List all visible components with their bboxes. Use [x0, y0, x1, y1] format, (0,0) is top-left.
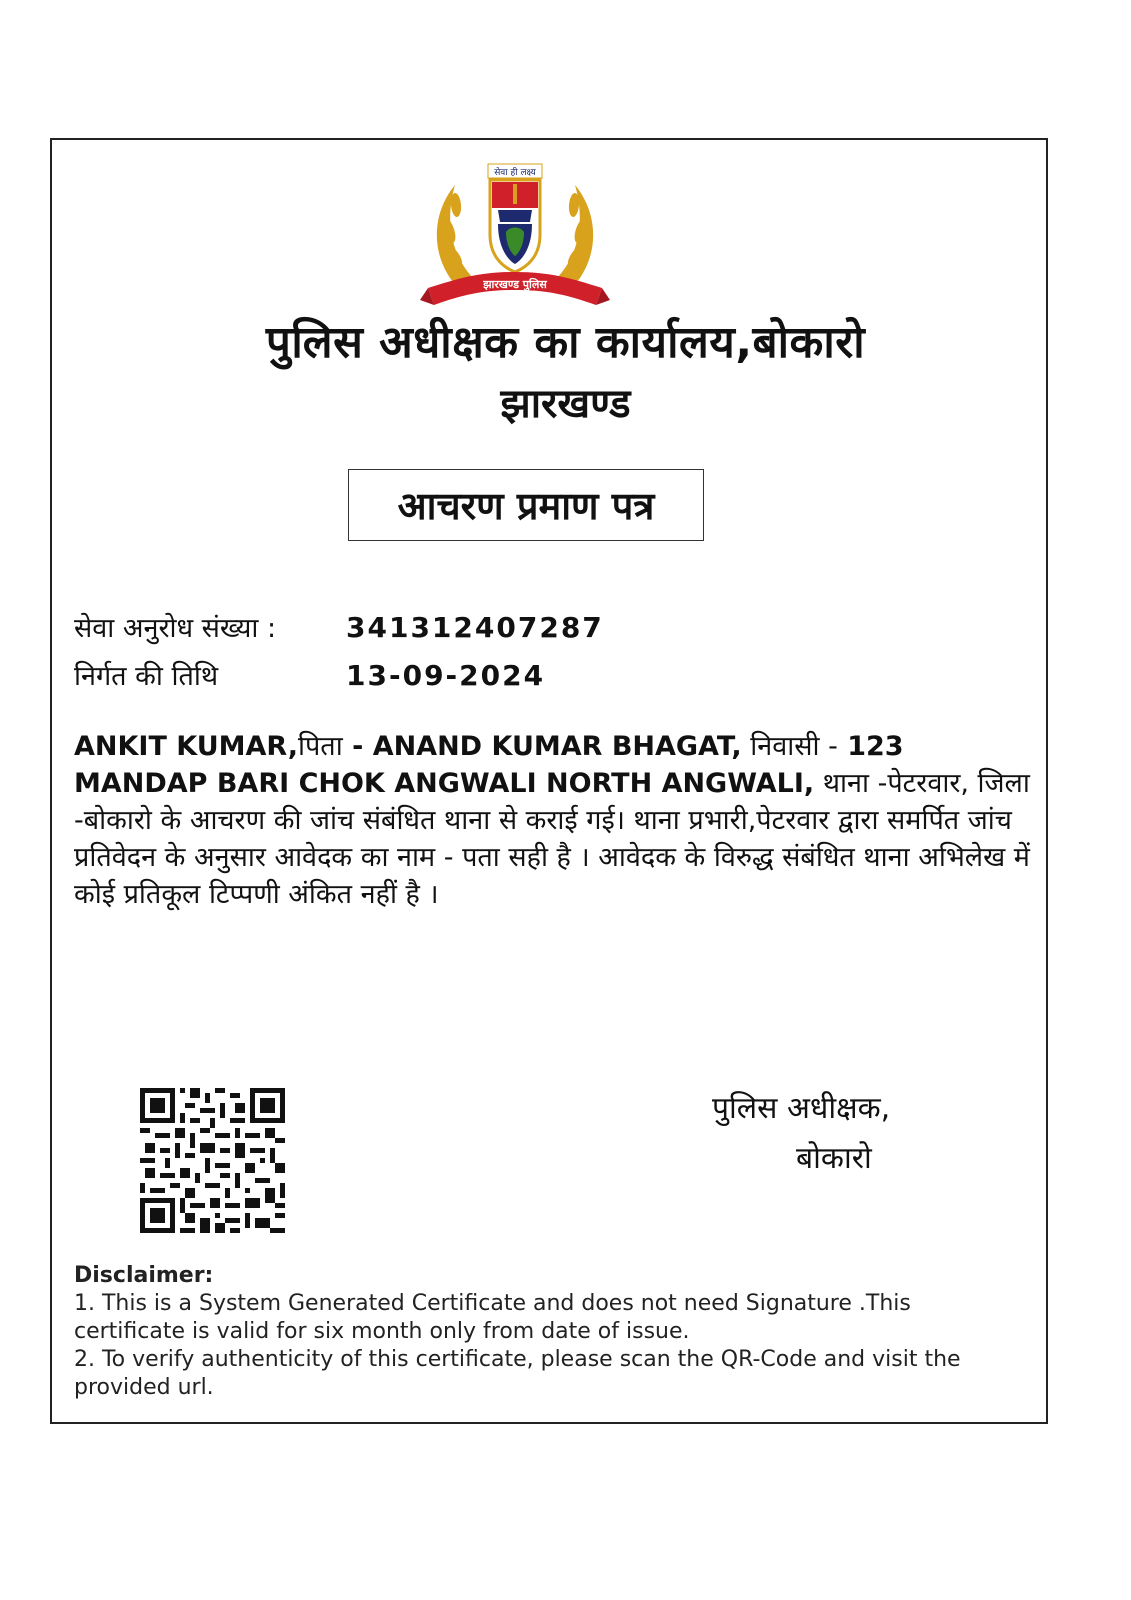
disclaimer-point-2: 2. To verify authenticity of this certificate, please scan the QR-Code and visit the provided url.	[74, 1347, 961, 1400]
issue-date-value: 13-09-2024	[346, 659, 546, 692]
emblem-ribbon-text: झारखण्ड पुलिस	[483, 278, 547, 291]
applicant-name: ANKIT KUMAR,	[74, 731, 298, 762]
service-request-number: 341312407287	[346, 611, 604, 644]
service-request-label: सेवा अनुरोध संख्या :	[74, 613, 277, 644]
jharkhand-police-emblem	[420, 160, 610, 320]
disclaimer-point-1: 1. This is a System Generated Certificate and does not need Signature .This certificate is valid for six month only from date of issue.	[74, 1291, 911, 1344]
disclaimer	[74, 1262, 1014, 1402]
certificate-title: आचरण प्रमाण पत्र	[397, 484, 655, 528]
issue-date-row	[74, 656, 545, 693]
service-request-row	[74, 608, 604, 645]
father-name: - ANAND KUMAR BHAGAT,	[342, 731, 742, 762]
signatory-title: पुलिस अधीक्षक,	[712, 1091, 891, 1126]
qr-code[interactable]	[140, 1088, 285, 1233]
signatory-location: बोकारो	[796, 1141, 872, 1176]
state-title: झारखण्ड	[500, 381, 631, 427]
certificate-body	[74, 728, 1034, 913]
office-title: पुलिस अधीक्षक का कार्यालय,बोकारो	[265, 317, 866, 368]
issue-date-label: निर्गत की तिथि	[74, 661, 219, 692]
verification-text: थाना -पेटरवार, जिला -बोकारो के आचरण की जांच संबंधित थाना से कराई गई। थाना प्रभारी,पेटरवार द्वारा समर्पित जांच प्रतिवेदन के अनुसार आवेदक का नाम - पता सही है । आवेदक के विरुद्ध संबंधित थाना अभिलेख में कोई प्रतिकूल टिप्पणी अंकित नहीं है ।	[74, 768, 1030, 910]
father-label: पिता	[297, 731, 343, 762]
certificate-title-box	[348, 469, 704, 541]
signatory-block	[712, 1084, 890, 1184]
emblem-motto: सेवा ही लक्ष्य	[494, 168, 536, 178]
resident-label: निवासी -	[741, 731, 838, 762]
applicant-address: 123 MANDAP BARI CHOK ANGWALI NORTH ANGWALI,	[74, 731, 904, 799]
disclaimer-heading: Disclaimer:	[74, 1263, 214, 1288]
